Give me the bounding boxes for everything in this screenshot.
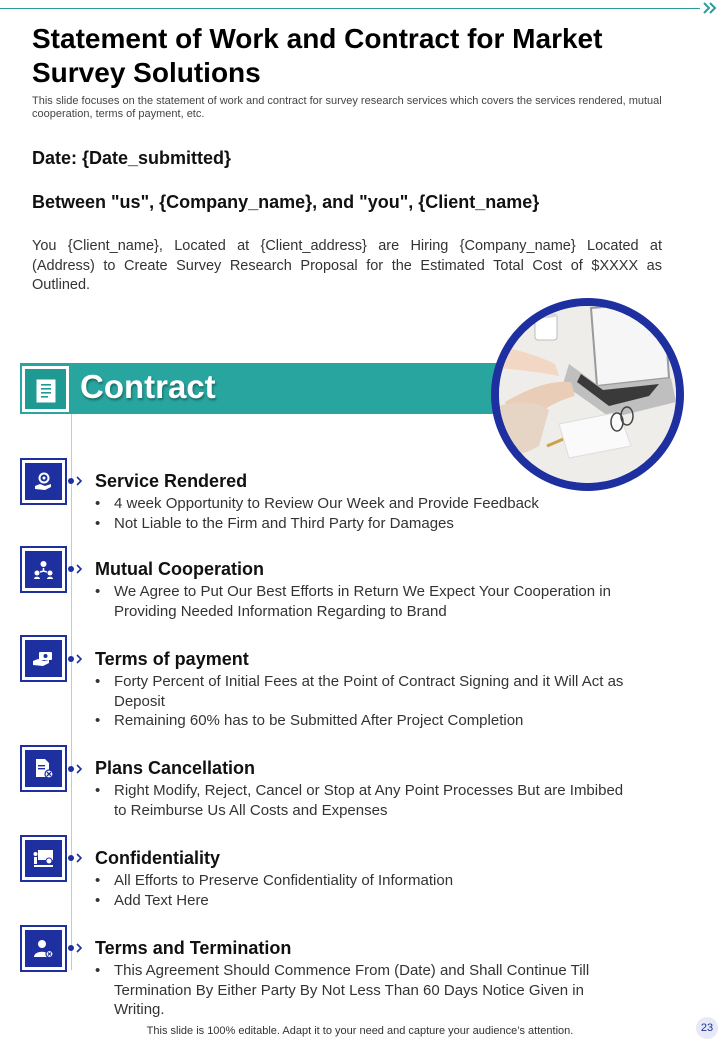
team-icon (33, 559, 54, 580)
bullet-item: • Add Text Here (95, 891, 635, 911)
item-title: Confidentiality (95, 848, 220, 868)
bullet-item: • We Agree to Put Our Best Efforts in Return We Expect Your Cooperation in Providing Needed Information Regarding to Brand (95, 582, 635, 621)
connector-arrow-icon (67, 476, 83, 486)
bullet-list (95, 781, 635, 820)
item-title: Terms of payment (95, 649, 249, 669)
connector-arrow-icon (67, 654, 83, 664)
service-rendered-icon-box (20, 458, 67, 505)
item-title: Mutual Cooperation (95, 559, 264, 579)
parties-line: Between "us", {Company_name}, and "you", {Client_name} (32, 192, 540, 212)
item-title: Plans Cancellation (95, 758, 256, 778)
timeline-line (71, 414, 72, 970)
item-title: Service Rendered (95, 471, 248, 491)
hand-gear-icon (33, 471, 54, 492)
contract-icon-box (22, 366, 69, 412)
item-title: Terms and Termination (95, 938, 292, 958)
mutual-cooperation-icon-box (20, 546, 67, 593)
terms-and-termination-icon-box (20, 925, 67, 972)
footer-note: This slide is 100% editable. Adapt it to your need and capture your audience’s attention. (146, 1025, 574, 1037)
bullet-item: • 4 week Opportunity to Review Our Week and Provide Feedback (95, 494, 635, 514)
document-cancel-icon (33, 758, 54, 779)
user-cancel-icon (33, 938, 54, 959)
connector-arrow-icon (67, 764, 83, 774)
contract-heading: Contract (80, 368, 216, 405)
bullet-item: • Right Modify, Reject, Cancel or Stop at Any Point Processes But are Imbibed to Reimburse Us All Costs and Expenses (95, 781, 635, 820)
confidential-presentation-icon (33, 848, 54, 869)
connector-arrow-icon (67, 943, 83, 953)
terms-of-payment-icon-box (20, 635, 67, 682)
intro-paragraph: You {Client_name}, Located at {Client_address} are Hiring {Company_name} Located at (Address) to Create Survey Research Proposal for the Estimated Total Cost of $XXXX as Outlined. (32, 238, 662, 293)
bullet-list (95, 672, 635, 731)
document-icon (36, 379, 56, 403)
page-subtitle: This slide focuses on the statement of work and contract for survey research services which covers the services rendered, mutual cooperation, terms of payment, etc. (32, 95, 662, 120)
bullet-item: • Forty Percent of Initial Fees at the Point of Contract Signing and it Will Act as Deposit (95, 672, 635, 711)
plans-cancellation-icon-box (20, 745, 67, 792)
payment-hand-icon (33, 648, 54, 669)
bullet-list (95, 494, 635, 533)
bullet-list (95, 871, 635, 910)
confidentiality-icon-box (20, 835, 67, 882)
date-line: Date: {Date_submitted} (32, 148, 232, 168)
page-number: 23 (696, 1017, 718, 1039)
bullet-list (95, 961, 635, 1020)
page-title: Statement of Work and Contract for Market Survey Solutions (32, 23, 603, 88)
top-divider (0, 8, 700, 9)
laptop-photo (499, 306, 676, 483)
bullet-item: • All Efforts to Preserve Confidentiality of Information (95, 871, 635, 891)
connector-arrow-icon (67, 564, 83, 574)
bullet-item: • Not Liable to the Firm and Third Party for Damages (95, 514, 635, 534)
bullet-item: • Remaining 60% has to be Submitted After Project Completion (95, 711, 635, 731)
connector-arrow-icon (67, 853, 83, 863)
bullet-list (95, 582, 635, 621)
bullet-item: • This Agreement Should Commence From (Date) and Shall Continue Till Termination By Either Party By Not Less Than 60 Days Notice Given in Writing. (95, 961, 635, 1020)
double-chevron-right-icon (702, 1, 718, 15)
